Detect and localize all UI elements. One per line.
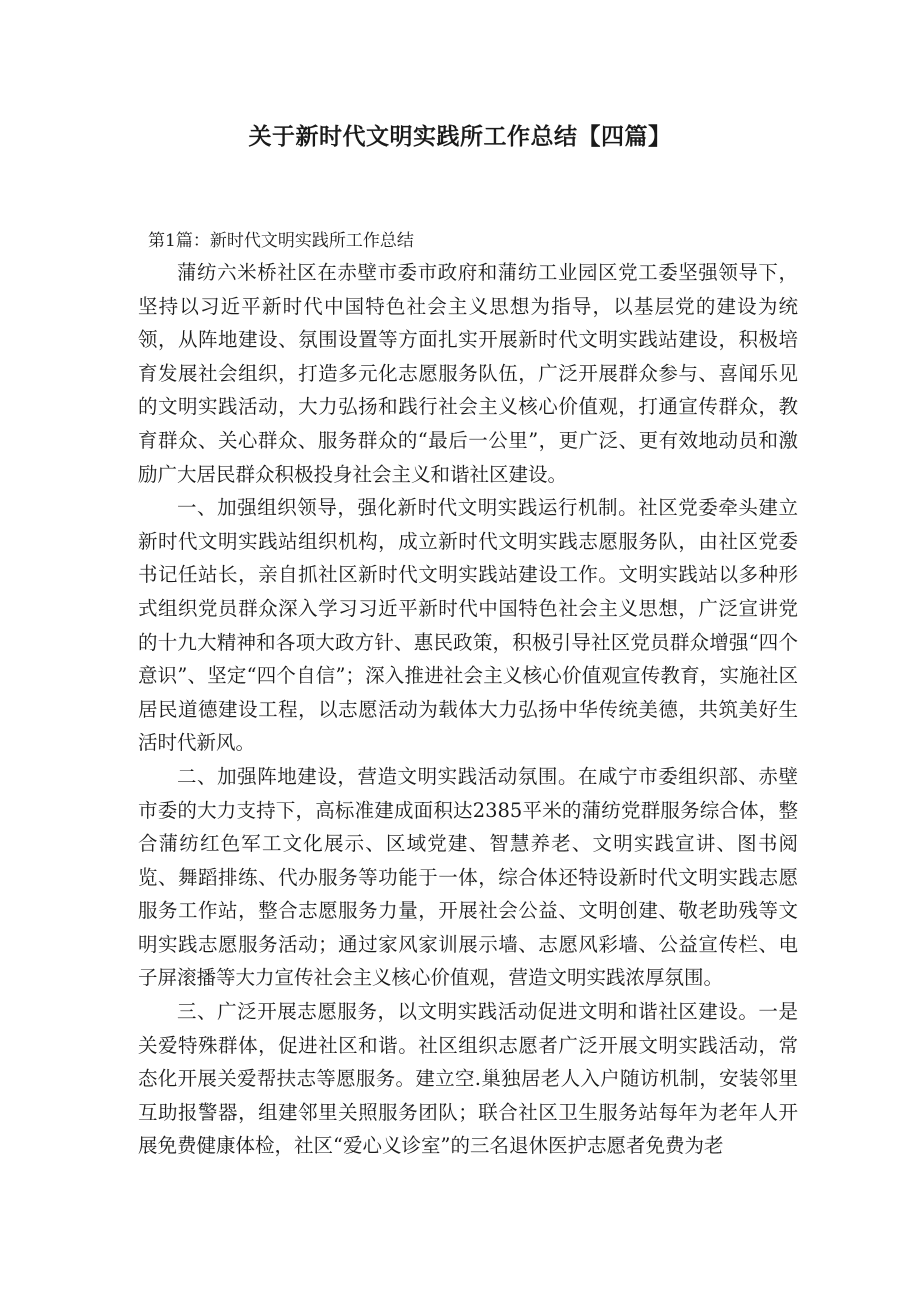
- paragraph-intro: 蒲纺六米桥社区在赤壁市委市政府和蒲纺工业园区党工委坚强领导下，坚持以习近平新时代中国特色社会主义思想为指导，以基层党的建设为统领，从阵地建设、氛围设置等方面扎实开展新时代文明实践站建设，积极培育发展社会组织，打造多元化志愿服务队伍，广泛开展群众参与、喜闻乐见的文明实践活动，大力弘扬和践行社会主义核心价值观，打通宣传群众，教育群众、关心群众、服务群众的“最后一公里”，更广泛、更有效地动员和激励广大居民群众积极投身社会主义和谐社区建设。: [138, 261, 798, 486]
- document-title: 关于新时代文明实践所工作总结【四篇】: [248, 124, 672, 150]
- paragraph-organization: 一、加强组织领导，强化新时代文明实践运行机制。社区党委牵头建立新时代文明实践站组织机构，成立新时代文明实践志愿服务队，由社区党委书记任站长，亲自抓社区新时代文明实践站建设工作。文明实践站以多种形式组织党员群众深入学习习近平新时代中国特色社会主义思想，广泛宣讲党的十九大精神和各项大政方针、惠民政策，积极引导社区党员群众增强“四个意识”、坚定“四个自信”；深入推进社会主义核心价值观宣传教育，实施社区居民道德建设工程，以志愿活动为载体大力弘扬中华传统美德，共筑美好生活时代新风。: [138, 496, 798, 755]
- paragraph-volunteer-service: 三、广泛开展志愿服务，以文明实践活动促进文明和谐社区建设。一是关爱特殊群体，促进社区和谐。社区组织志愿者广泛开展文明实践活动，常态化开展关爱帮扶志等愿服务。建立空.巢独居老人入户随访机制，安装邻里互助报警器，组建邻里关照服务团队；联合社区卫生服务站每年为老年人开展免费健康体检，社区“爱心义诊室”的三名退休医护志愿者免费为老: [138, 1000, 798, 1158]
- section-heading: 第1篇：新时代文明实践所工作总结: [148, 231, 414, 251]
- paragraph-facilities: 二、加强阵地建设，营造文明实践活动氛围。在咸宁市委组织部、赤壁市委的大力支持下，高标准建成面积达2385平米的蒲纺党群服务综合体，整合蒲纺红色军工文化展示、区域党建、智慧养老、文明实践宣讲、图书阅览、舞蹈排练、代办服务等功能于一体，综合体还特设新时代文明实践志愿服务工作站，整合志愿服务力量，开展社会公益、文明创建、敬老助残等文明实践志愿服务活动；通过家风家训展示墙、志愿风彩墙、公益宣传栏、电子屏滚播等大力宣传社会主义核心价值观，营造文明实践浓厚氛围。: [138, 764, 798, 990]
- document-body: [138, 256, 798, 1163]
